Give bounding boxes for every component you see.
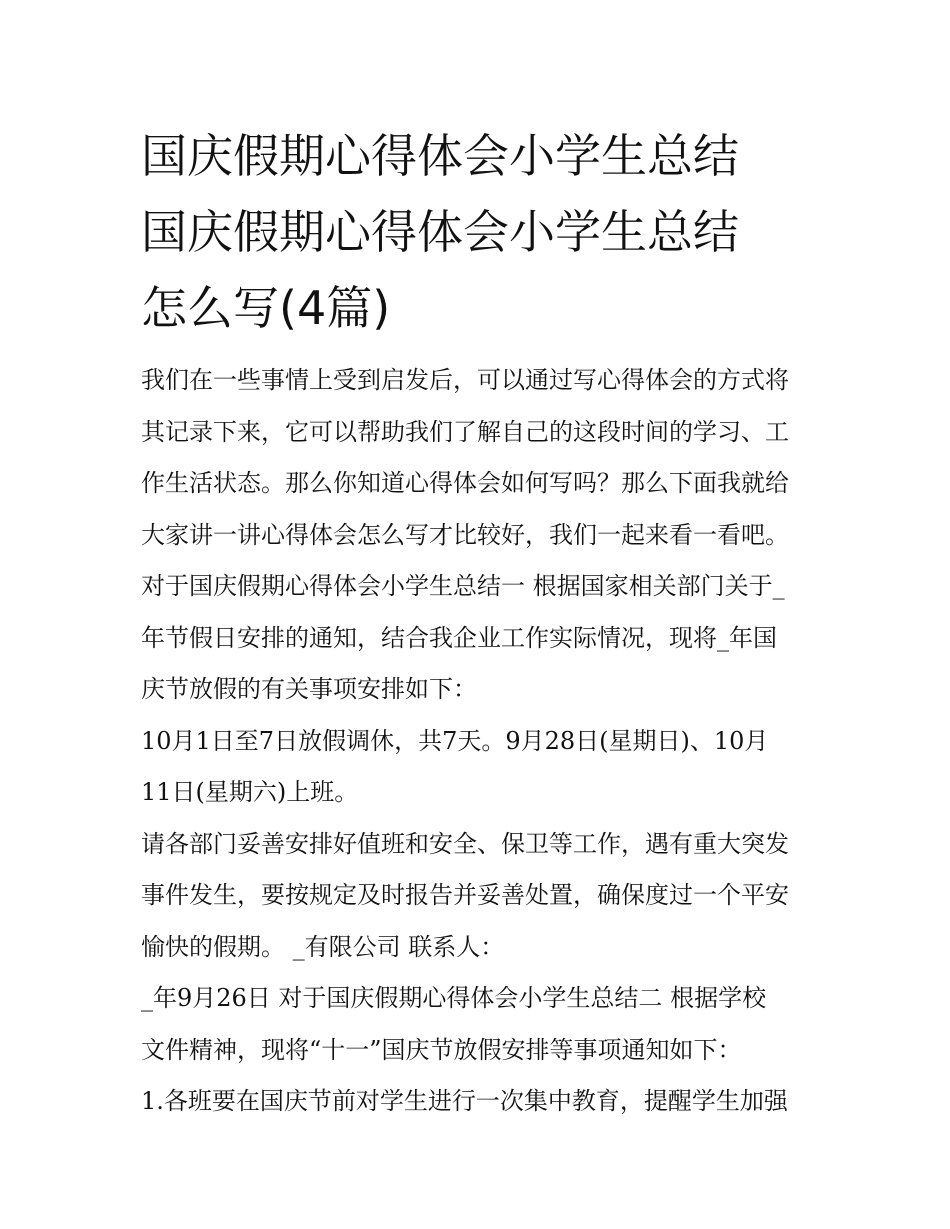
body-line: 我们在一些事情上受到启发后，可以通过写心得体会的方式将	[141, 366, 789, 394]
body-line: 对于国庆假期心得体会小学生总结一 根据国家相关部门关于_	[141, 572, 785, 600]
body-line: 11日(星期六)上班。	[141, 778, 359, 806]
body-line: 文件精神，现将“十一”国庆节放假安排等事项通知如下：	[141, 1035, 742, 1064]
body-line: 庆节放假的有关事项安排如下：	[141, 675, 477, 703]
body-line: 其记录下来，它可以帮助我们了解自己的这段时间的学习、工	[141, 417, 789, 446]
body-line: 1.各班要在国庆节前对学生进行一次集中教育，提醒学生加强	[141, 1087, 788, 1115]
body-line: 事件发生，要按规定及时报告并妥善处置，确保度过一个平安	[141, 881, 789, 909]
title-line: 国庆假期心得体会小学生总结	[141, 205, 739, 259]
body-line: 10月1日至7日放假调休，共7天。9月28日(星期日)、10月	[141, 726, 769, 755]
body-line: 作生活状态。那么你知道心得体会如何写吗？那么下面我就给	[141, 469, 789, 497]
document-body	[141, 355, 821, 1128]
title-line: 怎么写(4篇)	[141, 281, 391, 335]
body-line: 年节假日安排的通知，结合我企业工作实际情况，现将_年国	[141, 623, 777, 652]
title-line: 国庆假期心得体会小学生总结	[141, 129, 739, 183]
body-line: 请各部门妥善安排好值班和安全、保卫等工作，遇有重大突发	[141, 829, 789, 858]
body-line: 愉快的假期。 _有限公司 联系人：	[141, 932, 505, 961]
body-line: _年9月26日 对于国庆假期心得体会小学生总结二 根据学校	[141, 984, 767, 1012]
body-line: 大家讲一讲心得体会怎么写才比较好，我们一起来看一看吧。	[141, 520, 789, 549]
document-title	[141, 118, 841, 346]
